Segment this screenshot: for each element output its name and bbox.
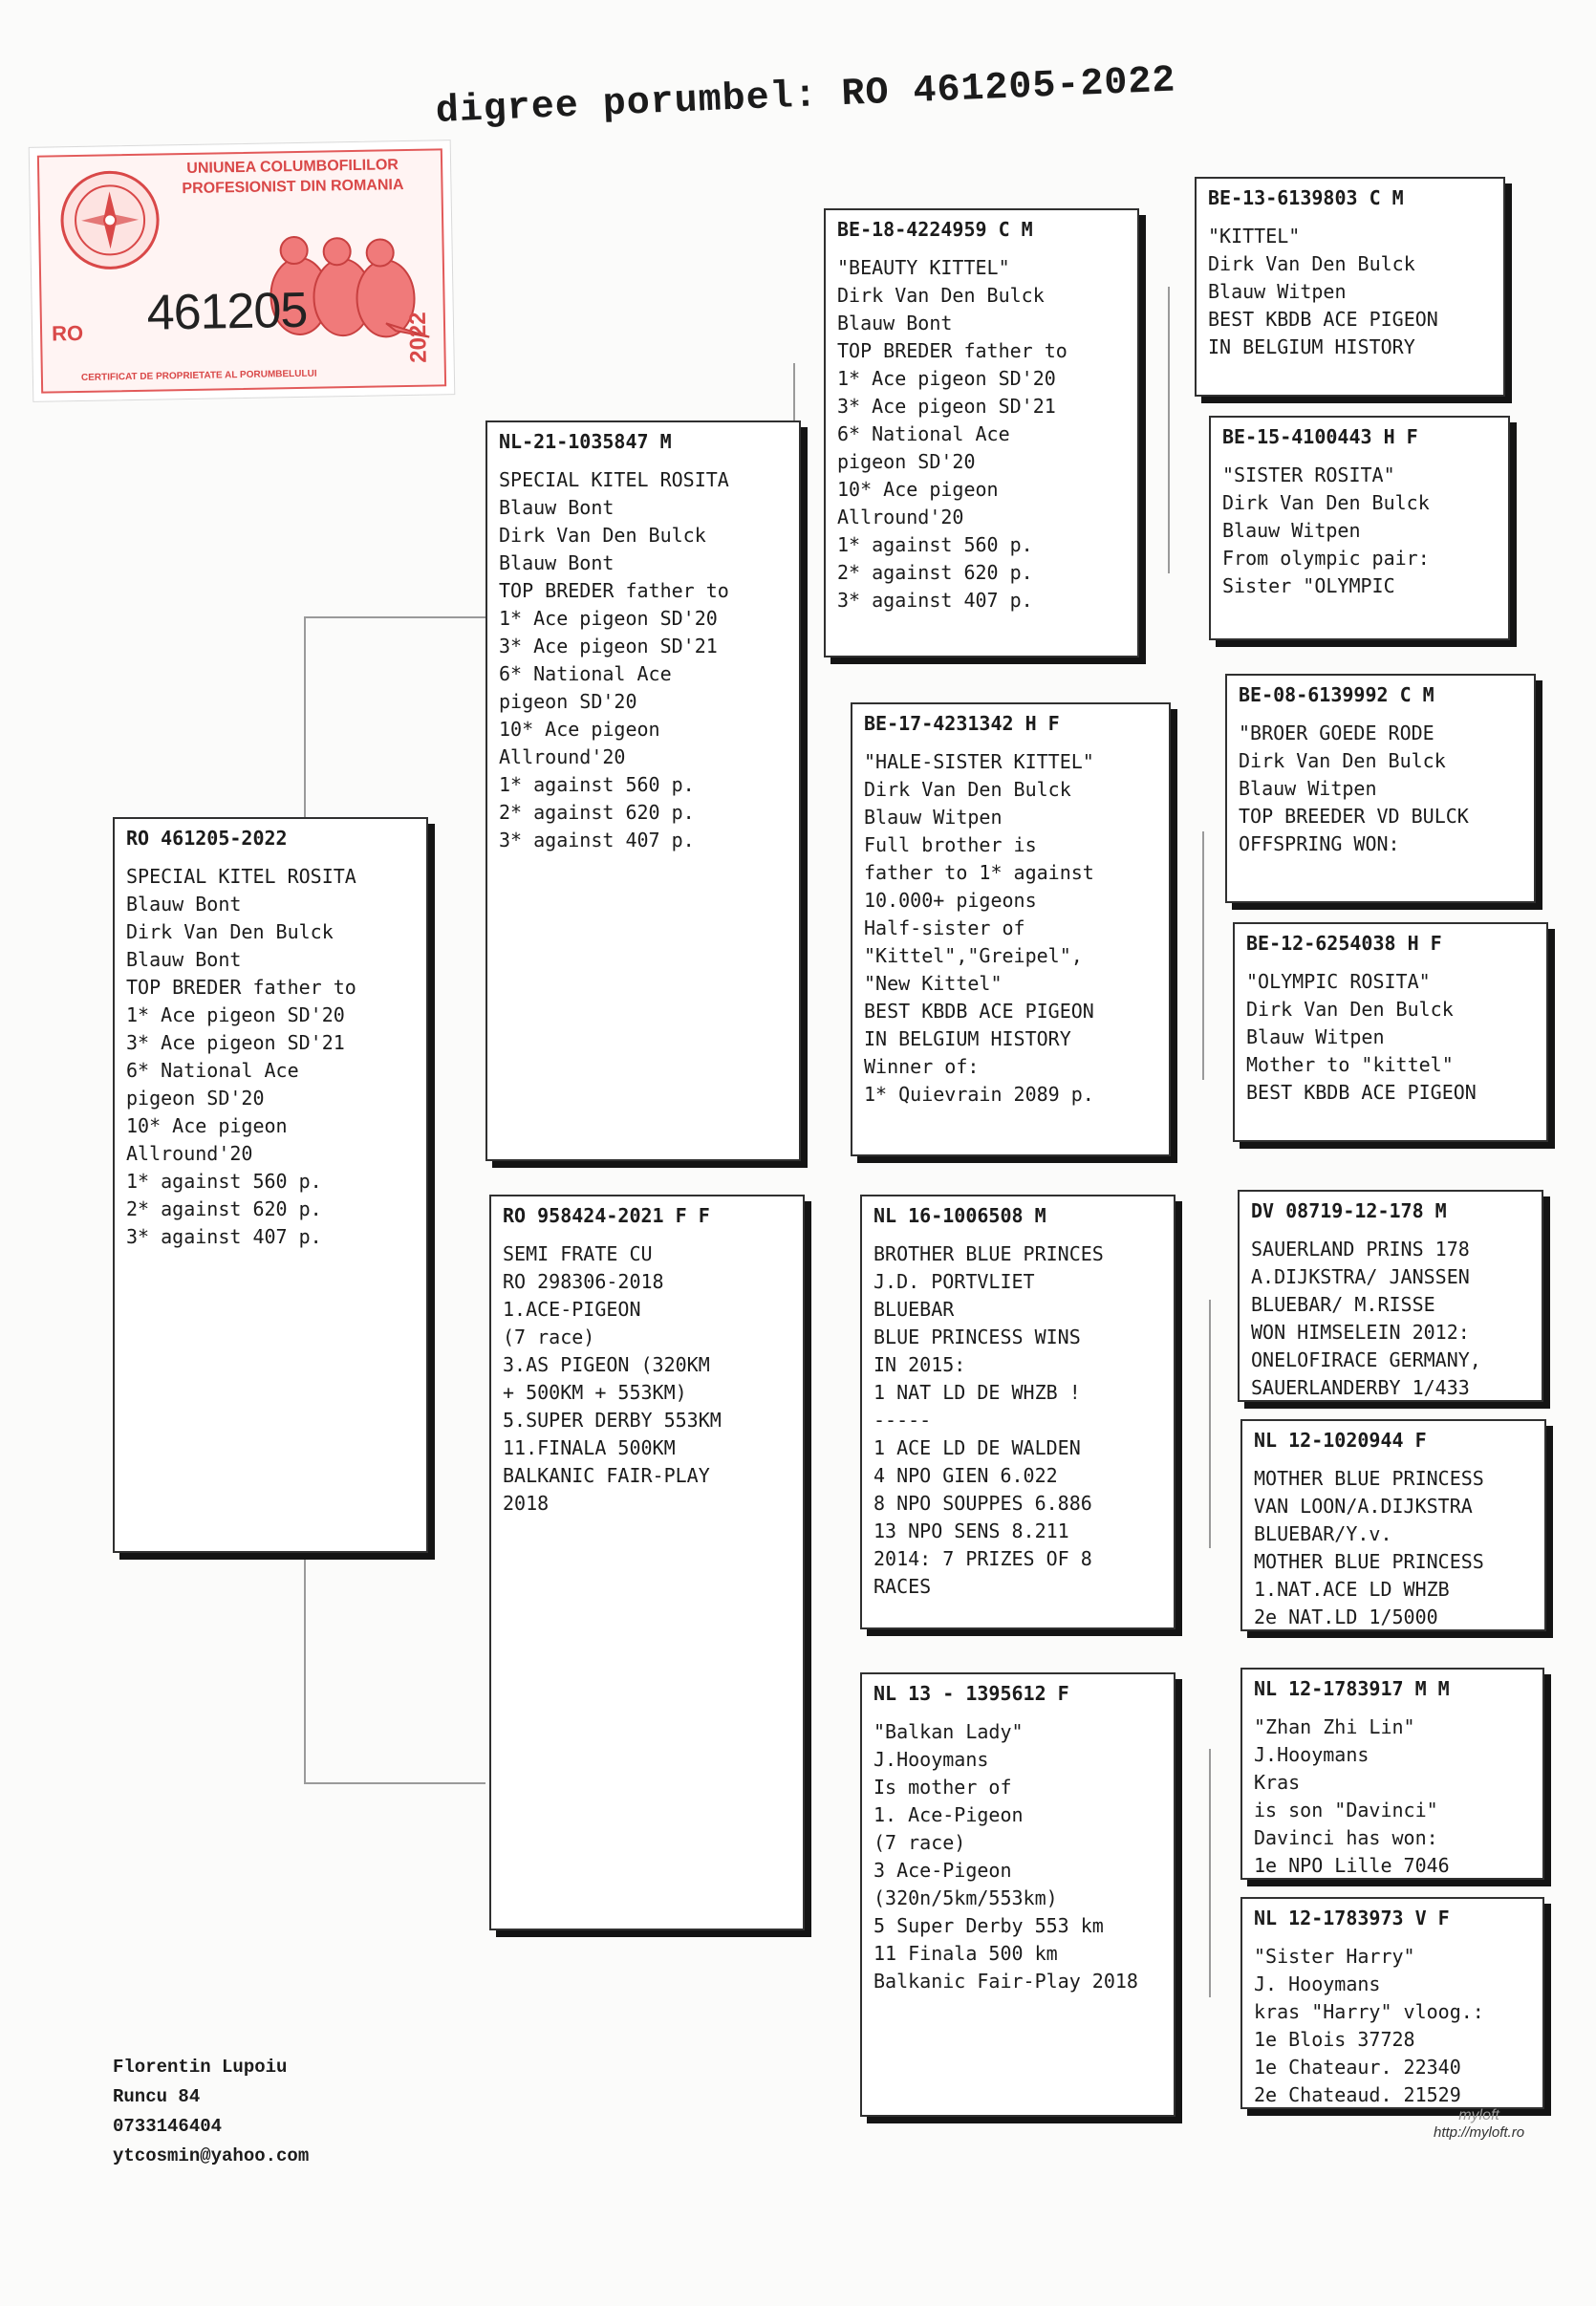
connector-line <box>1209 1749 1211 1997</box>
card-line: father to 1* against <box>864 861 1094 884</box>
card-line: 13 NPO SENS 8.211 <box>873 1519 1069 1542</box>
owner-phone: 0733146404 <box>113 2116 223 2137</box>
card-line: 1 ACE LD DE WALDEN <box>873 1436 1081 1459</box>
card-lines <box>1251 1236 1530 1402</box>
card-line: VAN LOON/A.DIJKSTRA <box>1254 1495 1473 1518</box>
card-line: BLUEBAR <box>873 1298 955 1321</box>
ring-number: NL-21-1035847 M <box>499 430 672 453</box>
card-lines <box>1208 223 1492 361</box>
card-line: TOP BREDER father to <box>126 976 356 999</box>
pedigree-card-sire-dam <box>851 702 1171 1156</box>
card-lines <box>864 748 1157 1109</box>
card-line: A.DIJKSTRA/ JANSSEN <box>1251 1265 1470 1288</box>
card-line: "New Kittel" <box>864 972 1003 995</box>
card-lines <box>837 254 1126 614</box>
card-line: BALKANIC FAIR-PLAY <box>503 1464 710 1487</box>
ownership-certificate-stamp <box>29 140 456 402</box>
card-line: Dirk Van Den Bulck <box>1222 491 1430 514</box>
pedigree-card-sire <box>485 420 801 1161</box>
card-line: 10* Ace pigeon <box>499 718 660 741</box>
card-line: "Balkan Lady" <box>873 1720 1024 1743</box>
card-lines <box>1246 968 1535 1107</box>
connector-line <box>1202 831 1204 1080</box>
card-line: J.Hooymans <box>1254 1743 1370 1766</box>
card-line: Dirk Van Den Bulck <box>837 284 1045 307</box>
ring-number: BE-12-6254038 H F <box>1246 932 1442 955</box>
card-line: Blauw Witpen <box>1239 777 1377 800</box>
stamp-ring-number: 461205 <box>146 282 308 341</box>
card-line: 1e Blois 37728 <box>1254 2028 1415 2051</box>
stamp-banner-line2: PROFESIONIST DIN ROMANIA <box>182 177 404 198</box>
pedigree-card-dam <box>489 1195 805 1930</box>
card-line: Davinci has won: <box>1254 1826 1438 1849</box>
card-line: Half-sister of <box>864 916 1025 939</box>
pedigree-card-dam-sire-sire <box>1238 1190 1543 1402</box>
card-line: 2e NAT.LD 1/5000 <box>1254 1606 1438 1628</box>
owner-address: Runcu 84 <box>113 2086 201 2107</box>
card-line: 6* National Ace <box>126 1059 299 1082</box>
card-line: SAUERLANDERBY 1/433 <box>1251 1376 1470 1399</box>
ring-number: BE-13-6139803 C M <box>1208 186 1404 209</box>
stamp-certificate-text: CERTIFICAT DE PROPRIETATE AL PORUMBELULUI <box>80 368 317 383</box>
card-line: SPECIAL KITEL ROSITA <box>126 865 356 888</box>
card-line: 3* Ace pigeon SD'21 <box>837 395 1056 418</box>
card-line: BEST KBDB ACE PIGEON <box>1208 308 1438 331</box>
card-line: J.Hooymans <box>873 1748 989 1771</box>
card-line: RACES <box>873 1575 932 1598</box>
card-line: "KITTEL" <box>1208 225 1301 248</box>
card-line: 1.NAT.ACE LD WHZB <box>1254 1578 1450 1601</box>
card-line: BEST KBDB ACE PIGEON <box>1246 1081 1477 1104</box>
pedigree-card-dam-sire <box>860 1195 1175 1629</box>
card-line: 3* Ace pigeon SD'21 <box>499 635 718 657</box>
ring-number: BE-18-4224959 C M <box>837 218 1033 241</box>
card-line: 1* against 560 p. <box>837 533 1033 556</box>
stamp-banner-line1: UNIUNEA COLUMBOFILILOR <box>186 157 399 177</box>
card-line: J.D. PORTVLIET <box>873 1270 1035 1293</box>
card-line: 1e Chateaur. 22340 <box>1254 2056 1461 2079</box>
card-line: 1* against 560 p. <box>499 773 695 796</box>
card-line: 10* Ace pigeon <box>126 1114 288 1137</box>
card-line: WON HIMSELEIN 2012: <box>1251 1321 1470 1344</box>
card-line: 2e Chateaud. 21529 <box>1254 2083 1461 2106</box>
myloft-url: http://myloft.ro <box>1434 2124 1525 2141</box>
card-line: is son "Davinci" <box>1254 1799 1438 1821</box>
card-line: Allround'20 <box>837 506 964 528</box>
card-line: "Kittel","Greipel", <box>864 944 1083 967</box>
card-line: TOP BREDER father to <box>499 579 729 602</box>
stamp-country: RO <box>51 320 84 346</box>
ring-number: DV 08719-12-178 M <box>1251 1199 1447 1222</box>
card-line: 3* against 407 p. <box>837 589 1033 612</box>
card-line: pigeon SD'20 <box>499 690 637 713</box>
card-line: Is mother of <box>873 1776 1012 1799</box>
card-line: (320n/5km/553km) <box>873 1886 1058 1909</box>
card-line: 3 Ace-Pigeon <box>873 1859 1012 1882</box>
card-line: 1 NAT LD DE WHZB ! <box>873 1381 1081 1404</box>
card-line: MOTHER BLUE PRINCESS <box>1254 1550 1484 1573</box>
card-line: Mother to "kittel" <box>1246 1053 1454 1076</box>
ring-number: NL 16-1006508 M <box>873 1204 1046 1227</box>
card-lines <box>1222 462 1497 600</box>
page-title: digree porumbel: RO 461205-2022 <box>435 59 1177 134</box>
card-line: Balkanic Fair-Play 2018 <box>873 1970 1138 1993</box>
pedigree-card-sire-sire-dam <box>1209 416 1510 640</box>
card-line: 3* Ace pigeon SD'21 <box>126 1031 345 1054</box>
card-line: Blauw Bont <box>837 312 953 334</box>
connector-line <box>304 1782 485 1784</box>
card-line: J. Hooymans <box>1254 1972 1381 1995</box>
pedigree-card-sire-dam-sire <box>1225 674 1536 903</box>
card-line: 6* National Ace <box>837 422 1010 445</box>
owner-name: Florentin Lupoiu <box>113 2057 288 2078</box>
pedigree-card-dam-dam <box>860 1672 1175 2117</box>
card-line: 1* Quievrain 2089 p. <box>864 1083 1094 1106</box>
card-lines <box>1254 1465 1533 1631</box>
card-line: Dirk Van Den Bulck <box>1246 998 1454 1021</box>
myloft-signature: myloft <box>1458 2107 1499 2123</box>
card-line: 2014: 7 PRIZES OF 8 <box>873 1547 1092 1570</box>
card-line: Winner of: <box>864 1055 980 1078</box>
card-line: "HALE-SISTER KITTEL" <box>864 750 1094 773</box>
card-line: 6* National Ace <box>499 662 672 685</box>
card-line: IN BELGIUM HISTORY <box>864 1027 1071 1050</box>
card-line: MOTHER BLUE PRINCESS <box>1254 1467 1484 1490</box>
ucp-seal-icon <box>56 166 163 273</box>
card-line: Dirk Van Den Bulck <box>1208 252 1415 275</box>
card-line: IN BELGIUM HISTORY <box>1208 335 1415 358</box>
card-line: "Sister Harry" <box>1254 1945 1415 1968</box>
pedigree-card-sire-dam-dam <box>1233 922 1548 1142</box>
ring-number: NL 12-1783917 M M <box>1254 1677 1450 1700</box>
card-line: SEMI FRATE CU <box>503 1242 653 1265</box>
card-line: 2* against 620 p. <box>499 801 695 824</box>
card-line: 1* against 560 p. <box>126 1170 322 1193</box>
card-lines <box>126 863 415 1251</box>
card-line: BLUEBAR/ M.RISSE <box>1251 1293 1435 1316</box>
card-lines <box>1254 1713 1531 1880</box>
card-line: Blauw Witpen <box>1246 1025 1385 1048</box>
stamp-frame <box>37 148 446 393</box>
card-line: 8 NPO SOUPPES 6.886 <box>873 1492 1092 1515</box>
card-line: BROTHER BLUE PRINCES <box>873 1242 1104 1265</box>
ring-number: RO 461205-2022 <box>126 827 288 850</box>
card-line: 2018 <box>503 1492 550 1515</box>
card-line: 1* Ace pigeon SD'20 <box>126 1003 345 1026</box>
card-line: Blauw Witpen <box>864 806 1003 829</box>
card-line: Blauw Bont <box>499 551 615 574</box>
card-line: 2* against 620 p. <box>126 1197 322 1220</box>
ring-number: NL 12-1783973 V F <box>1254 1907 1450 1929</box>
card-line: TOP BREDER father to <box>837 339 1068 362</box>
owner-email: ytcosmin@yahoo.com <box>113 2145 310 2166</box>
card-line: 10* Ace pigeon <box>837 478 999 501</box>
card-line: IN 2015: <box>873 1353 966 1376</box>
card-line: "OLYMPIC ROSITA" <box>1246 970 1431 993</box>
pedigree-card-dam-dam-dam <box>1240 1897 1544 2109</box>
card-line: BEST KBDB ACE PIGEON <box>864 1000 1094 1023</box>
card-line: Full brother is <box>864 833 1037 856</box>
card-line: ----- <box>873 1409 932 1432</box>
card-line: "BEAUTY KITTEL" <box>837 256 1010 279</box>
card-line: + 500KM + 553KM) <box>503 1381 687 1404</box>
card-lines <box>499 466 787 854</box>
card-line: Blauw Witpen <box>1208 280 1347 303</box>
card-line: Blauw Bont <box>126 893 242 916</box>
card-lines <box>503 1240 791 1518</box>
card-line: 3* against 407 p. <box>126 1225 322 1248</box>
card-line: Dirk Van Den Bulck <box>864 778 1071 801</box>
ring-number: BE-17-4231342 H F <box>864 712 1060 735</box>
card-line: RO 298306-2018 <box>503 1270 664 1293</box>
card-line: 1.ACE-PIGEON <box>503 1298 641 1321</box>
ring-number: BE-15-4100443 H F <box>1222 425 1418 448</box>
ring-number: NL 12-1020944 F <box>1254 1429 1427 1452</box>
stamp-year: 2022 <box>404 311 432 363</box>
pedigree-card-subject <box>113 817 428 1553</box>
card-line: Dirk Van Den Bulck <box>499 524 706 547</box>
card-line: ONELOFIRACE GERMANY, <box>1251 1348 1481 1371</box>
card-line: Dirk Van Den Bulck <box>126 920 334 943</box>
card-line: Sister "OLYMPIC <box>1222 574 1395 597</box>
connector-line <box>1209 1300 1211 1548</box>
ring-number: RO 958424-2021 F F <box>503 1204 710 1227</box>
card-line: TOP BREEDER VD BULCK <box>1239 805 1469 828</box>
card-line: 5.SUPER DERBY 553KM <box>503 1409 722 1432</box>
card-line: Allround'20 <box>499 745 626 768</box>
card-line: SPECIAL KITEL ROSITA <box>499 468 729 491</box>
card-line: 1* Ace pigeon SD'20 <box>499 607 718 630</box>
card-line: (7 race) <box>873 1831 966 1854</box>
pedigree-card-sire-sire-sire <box>1195 177 1505 397</box>
pedigree-card-dam-sire-dam <box>1240 1419 1546 1631</box>
card-line: "SISTER ROSITA" <box>1222 463 1395 486</box>
card-line: Dirk Van Den Bulck <box>1239 749 1446 772</box>
pedigree-card-sire-sire <box>824 208 1139 657</box>
card-line: 11.FINALA 500KM <box>503 1436 676 1459</box>
card-line: SAUERLAND PRINS 178 <box>1251 1238 1470 1261</box>
card-lines <box>1254 1943 1531 2109</box>
card-line: 4 NPO GIEN 6.022 <box>873 1464 1058 1487</box>
card-line: Blauw Bont <box>499 496 615 519</box>
card-line: 3.AS PIGEON (320KM <box>503 1353 710 1376</box>
card-line: Blauw Bont <box>126 948 242 971</box>
card-line: 5 Super Derby 553 km <box>873 1914 1104 1937</box>
card-line: 11 Finala 500 km <box>873 1942 1058 1965</box>
connector-line <box>1168 287 1170 573</box>
card-line: Blauw Witpen <box>1222 519 1361 542</box>
card-lines <box>1239 720 1522 858</box>
ring-number: BE-08-6139992 C M <box>1239 683 1434 706</box>
card-line: Kras <box>1254 1771 1301 1794</box>
stamp-banner <box>154 155 432 200</box>
card-line: BLUEBAR/Y.v. <box>1254 1522 1392 1545</box>
card-line: Allround'20 <box>126 1142 253 1165</box>
card-line: 2* against 620 p. <box>837 561 1033 584</box>
card-line: "BROER GOEDE RODE <box>1239 722 1434 744</box>
myloft-logo <box>1434 2107 1524 2141</box>
card-line: (7 race) <box>503 1325 595 1348</box>
card-lines <box>873 1240 1162 1601</box>
card-line: 1e NPO Lille 7046 <box>1254 1854 1450 1877</box>
card-line: kras "Harry" vloog.: <box>1254 2000 1484 2023</box>
card-line: From olympic pair: <box>1222 547 1430 570</box>
card-line: pigeon SD'20 <box>126 1087 265 1110</box>
ring-number: NL 13 - 1395612 F <box>873 1682 1069 1705</box>
card-line: OFFSPRING WON: <box>1239 832 1400 855</box>
card-line: BLUE PRINCESS WINS <box>873 1325 1081 1348</box>
card-line: 1* Ace pigeon SD'20 <box>837 367 1056 390</box>
owner-contact <box>113 2053 309 2171</box>
pedigree-card-dam-dam-sire <box>1240 1668 1544 1880</box>
connector-line <box>304 616 485 618</box>
card-line: 3* against 407 p. <box>499 829 695 851</box>
card-lines <box>873 1718 1162 1995</box>
card-line: 10.000+ pigeons <box>864 889 1037 912</box>
card-line: "Zhan Zhi Lin" <box>1254 1715 1415 1738</box>
card-line: pigeon SD'20 <box>837 450 976 473</box>
card-line: 1. Ace-Pigeon <box>873 1803 1024 1826</box>
